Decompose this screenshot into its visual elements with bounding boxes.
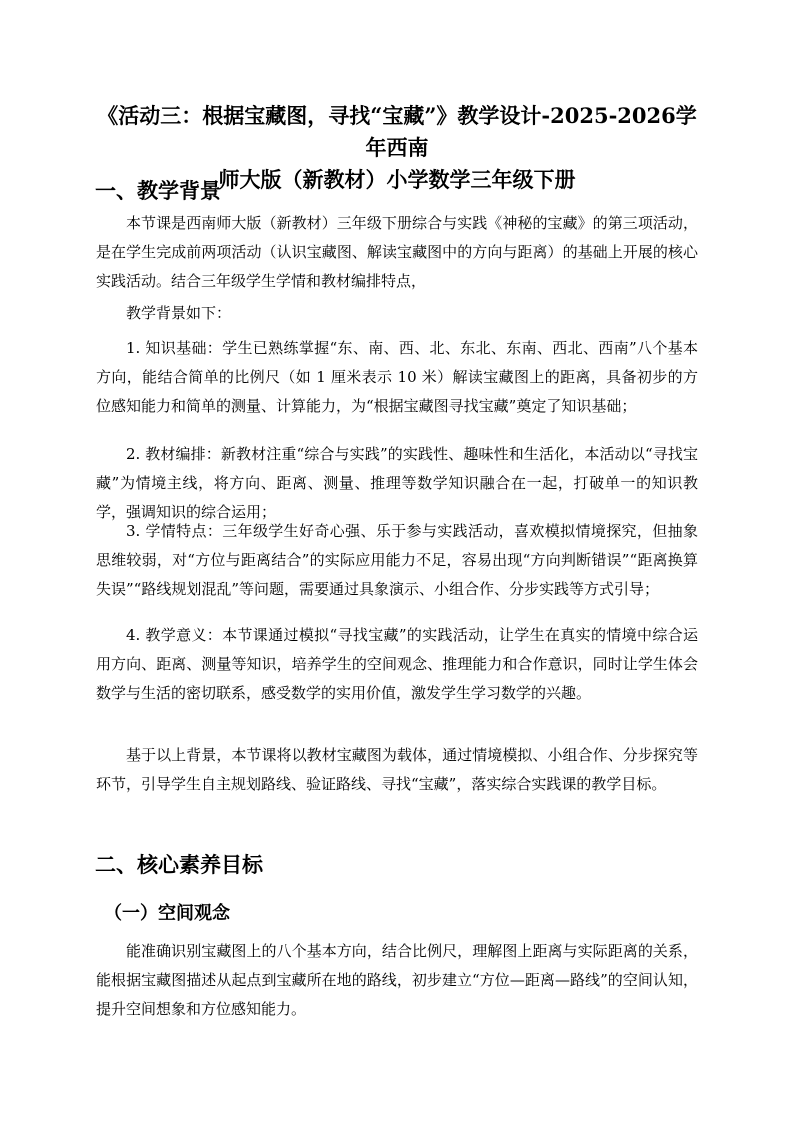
paragraph-background-lead: 教学背景如下：: [126, 304, 232, 322]
paragraph-teaching-significance: 4. 教学意义：本节课通过模拟“寻找宝藏”的实践活动，让学生在真实的情境中综合运用方向、距离、测量等知识，培养学生的空间观念、推理能力和合作意识，同时让学生体会数学与生活的密切联系，感受数学的实用价值，激发学生学习数学的兴趣。: [96, 626, 698, 702]
paragraph-conclusion: 基于以上背景，本节课将以教材宝藏图为载体，通过情境模拟、小组合作、分步探究等环节，引导学生自主规划路线、验证路线、寻找“宝藏”，落实综合实践课的教学目标。: [96, 746, 698, 793]
title-line-1: 《活动三：根据宝藏图，寻找“宝藏”》教学设计-2025-2026学年西南: [97, 103, 697, 160]
section-heading-background: 一、教学背景: [95, 178, 221, 203]
paragraph-textbook-arrangement: 2. 教材编排：新教材注重“综合与实践”的实践性、趣味性和生活化，本活动以“寻找宝藏”为情境主线，将方向、距离、测量、推理等数学知识融合在一起，打破单一的知识教学，强调知识的综合运用；: [96, 445, 698, 521]
section-heading-core-goals: 二、核心素养目标: [95, 852, 263, 877]
paragraph-learner-traits: 3. 学情特点：三年级学生好奇心强、乐于参与实践活动，喜欢模拟情境探究，但抽象思维较弱，对“方位与距离结合”的实际应用能力不足，容易出现“方向判断错误”“距离换算失误”“路线规划混乱”等问题，需要通过具象演示、小组合作、分步实践等方式引导；: [96, 522, 698, 598]
paragraph-knowledge-basis: 1. 知识基础：学生已熟练掌握“东、南、西、北、东北、东南、西北、西南”八个基本方向，能结合简单的比例尺（如 1 厘米表示 10 米）解读宝藏图上的距离，具备初步的方位感知能力和简单的测量、计算能力，为“根据宝藏图寻找宝藏”奠定了知识基础；: [96, 339, 698, 415]
paragraph-intro: 本节课是西南师大版（新教材）三年级下册综合与实践《神秘的宝藏》的第三项活动，是在学生完成前两项活动（认识宝藏图、解读宝藏图中的方向与距离）的基础上开展的核心实践活动。结合三年级学生学情和教材编排特点，: [96, 214, 698, 290]
title-line-2: 师大版（新教材）小学数学三年级下册: [218, 167, 576, 192]
paragraph-spatial-concept: 能准确识别宝藏图上的八个基本方向，结合比例尺，理解图上距离与实际距离的关系，能根据宝藏图描述从起点到宝藏所在地的路线，初步建立“方位—距离—路线”的空间认知，提升空间想象和方位感知能力。: [96, 942, 698, 1018]
subsection-heading-spatial: （一）空间观念: [104, 903, 230, 924]
